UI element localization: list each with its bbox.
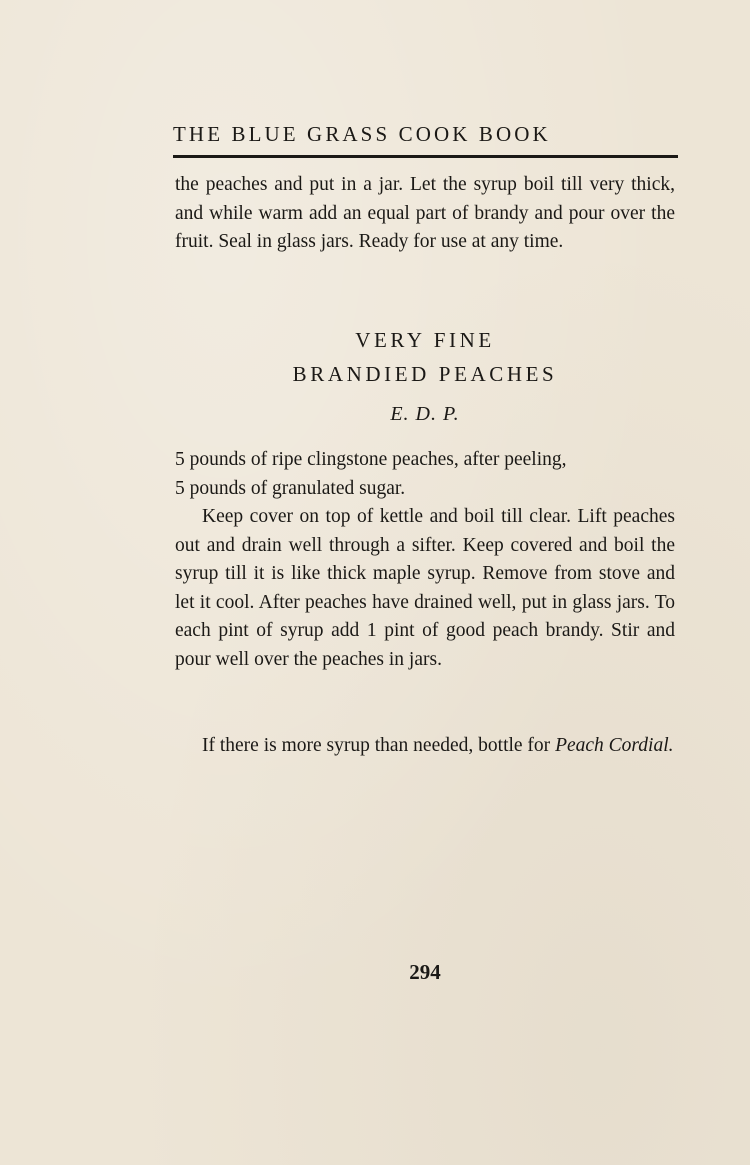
recipe-note (175, 732, 675, 761)
running-head: THE BLUE GRASS COOK BOOK (173, 122, 551, 146)
page-number: 294 (409, 960, 441, 984)
recipe-title-line-1: VERY FINE (355, 328, 495, 352)
ingredient-item: 5 pounds of ripe clingstone peaches, after peeling, (175, 449, 567, 470)
recipe-note-emphasis: Peach Cordial. (555, 735, 674, 756)
ingredient-list (175, 446, 675, 503)
recipe-instructions: Keep cover on top of kettle and boil till clear. Lift peaches out and drain well through a sifter. Keep covered and boil the syrup till it is like thick maple syrup. Remove from stove and let it cool. After peaches have drained well, put in glass jars. To each pint of syrup add 1 pint of good peach brandy. Stir and pour well over the peaches in jars. (175, 506, 675, 670)
continued-paragraph: the peaches and put in a jar. Let the syrup boil till very thick, and while warm add an equal part of brandy and pour over the fruit. Seal in glass jars. Ready for use at any time. (175, 174, 675, 253)
recipe-note-text: If there is more syrup than needed, bottle for (202, 735, 551, 756)
recipe-attribution: E. D. P. (390, 403, 460, 425)
ingredient-item: 5 pounds of granulated sugar. (175, 477, 406, 499)
recipe-title-line-2: BRANDIED PEACHES (292, 362, 558, 386)
header-rule (173, 155, 678, 158)
